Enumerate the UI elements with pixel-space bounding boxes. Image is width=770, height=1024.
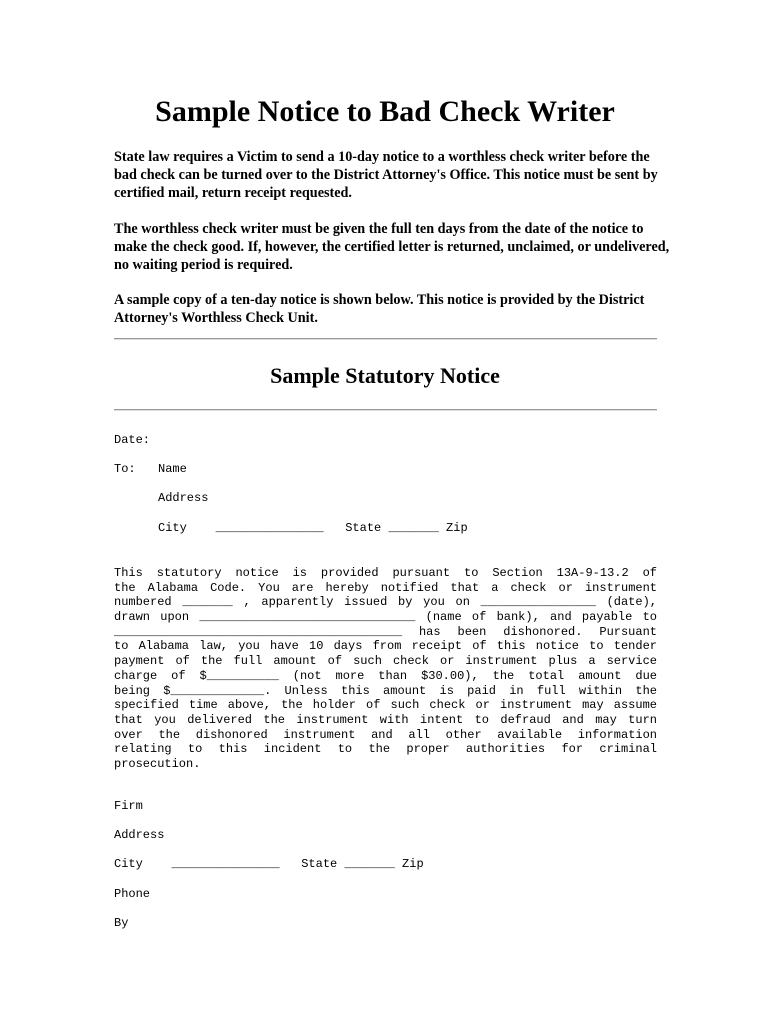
notice-body-line: that you delivered the instrument with intent to defraud and may turn [114,712,657,727]
sender-address-label: Address [114,828,165,842]
notice-body-line: over the dishonored instrument and all other available information [114,727,657,742]
recipient-address-label: Address [158,491,209,505]
notice-body-line: payment of the full amount of such check or instrument plus a service [114,654,657,669]
notice-body-line: numbered _______ , apparently issued by you on ________________ (date), [114,595,657,610]
top-divider [114,338,657,340]
intro-paragraph-3: A sample copy of a ten-day notice is shown below. This notice is provided by the District Attorney's Worthless Check Unit. [114,292,645,326]
notice-body-line: specified time above, the holder of such check or instrument may assume [114,698,657,713]
recipient-name-label: Name [158,462,187,476]
date-label: Date: [114,433,151,447]
notice-body-line: the Alabama Code. You are hereby notified that a check or instrument [114,580,657,595]
intro-paragraph-1: State law requires a Victim to send a 10-day notice to a worthless check writer before the bad check can be turned over to the District Attorney's Office. This notice must be sent by certified mail, return receipt requested. [114,149,658,201]
firm-label: Firm [114,799,143,813]
by-label: By [114,916,129,930]
notice-body-line: to Alabama law, you have 10 days from receipt of this notice to tender [114,639,657,654]
notice-body-line: prosecution. [114,756,201,771]
intro-paragraph-2: The worthless check writer must be given the full ten days from the date of the notice to make the check good. If, however, the certified letter is returned, unclaimed, or undelivered, no waiting period is required. [114,221,670,273]
notice-heading: Sample Statutory Notice [270,363,500,388]
notice-body-line: drawn upon ______________________________ (name of bank), and payable to [114,610,657,625]
phone-label: Phone [114,887,151,901]
sender-city-state-zip-line: City _______________ State _______ Zip [114,857,424,871]
to-label: To: [114,462,136,476]
document-title: Sample Notice to Bad Check Writer [155,95,615,128]
notice-body-line: being $_____________. Unless this amount is paid in full within the [114,683,657,698]
notice-body [114,566,657,772]
notice-body-line: charge of $__________ (not more than $30.00), the total amount due [114,668,657,683]
recipient-city-state-zip-line: City _______________ State _______ Zip [158,521,468,535]
notice-body-line: ________________________________________ has been dishonored. Pursuant [114,624,657,639]
notice-body-line: relating to this incident to the proper authorities for criminal [114,742,657,757]
notice-body-line: This statutory notice is provided pursuant to Section 13A-9-13.2 of [114,566,657,580]
bottom-divider [114,409,657,411]
